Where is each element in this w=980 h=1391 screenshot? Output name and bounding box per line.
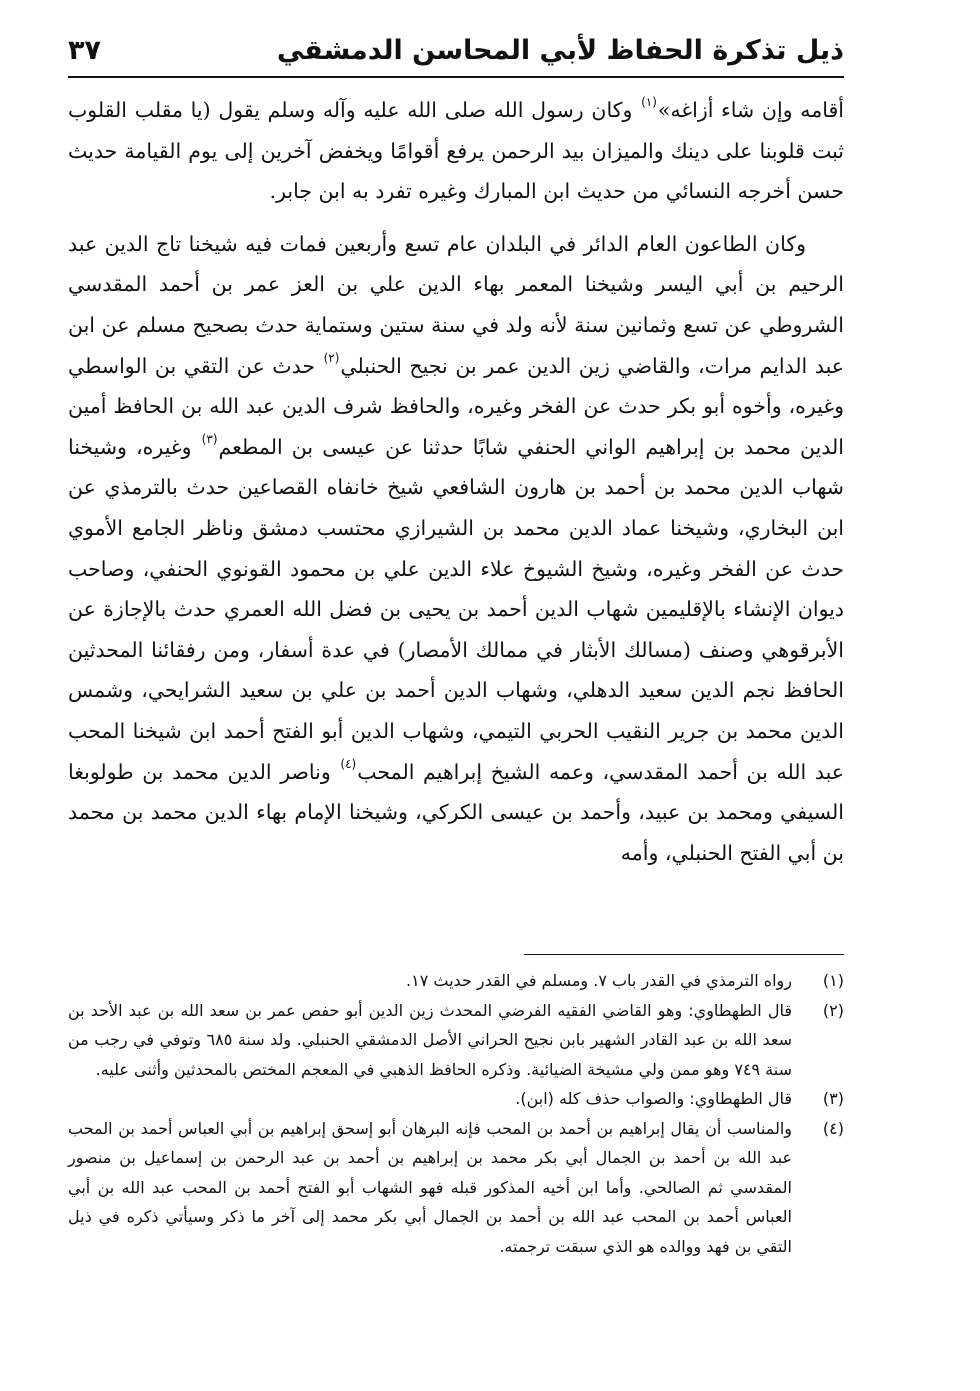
footnote-ref-2: (٢) [323, 350, 340, 365]
footnotes [68, 966, 844, 1261]
paragraph-2-text-c: وغيره، وشيخنا شهاب الدين محمد بن أحمد بن هارون الشافعي شيخ خانفاه القصاعين حدث بالترمذي عن ابن البخاري، وشيخنا عماد الدين محمد بن الشيرازي محتسب دمشق وناظر الجامع الأموي حدث عن الفخر وغيره، وشيخ الشيوخ علاء الدين علي بن محمود القونوي الحنفي، وصاحب ديوان الإنشاء بالإقليمين شهاب الدين أحمد بن يحيى بن فضل الله العمري حدث بالإجازة عن الأبرقوهي وصنف (مسالك الأبثار في ممالك الأمصار) في عدة أسفار، ومن رفقائنا المحدثين الحافظ نجم الدين سعيد الدهلي، وشهاب الدين أحمد بن علي بن سعيد الشرايحي، وشمس الدين محمد بن جرير النقيب الحربي التيمي، وشهاب الدين أبو الفتح أحمد ابن شيخنا المحب عبد الله بن أحمد المقدسي، وعمه الشيخ إبراهيم المحب [68, 434, 845, 784]
paragraph-2-text-a: وكان الطاعون العام الدائر في البلدان عام تسع وأربعين فمات فيه شيخنا تاج الدين عبد الرحيم بن أبي اليسر وشيخنا المعمر بهاء الدين علي بن العز عمر بن أحمد المقدسي الشروطي عن تسع وثمانين سنة لأنه ولد في سنة ستين وستماية حدث بصحيح مسلم عن ابن عبد الدايم مرات، والقاضي زين الدين عمر بن نجيح الحنبلي [68, 231, 844, 378]
footnote-number: (٢) [822, 1000, 844, 1020]
footnote-text: قال الطهطاوي: وهو القاضي الفقيه الفرضي المحدث زين الدين أبو حفص عمر بن سعد الله بن عبد الأحد بن سعد الله بن عبد القادر الشهير بابن نجيح الحراني الأصل الدمشقي الحنبلي. ولد سنة ٦٨٥ وتوفي في رجب من سنة ٧٤٩ وهو ممن ولي مشيخة الضيائية. وذكره الحافظ الذهبي في المعجم المختص بالمحدثين وأثنى عليه. [68, 1000, 792, 1079]
paragraph-2 [68, 224, 844, 874]
paragraph-1 [68, 90, 844, 212]
footnote-1 [68, 966, 844, 996]
footnote-text: رواه الترمذي في القدر باب ٧. ومسلم في القدر حديث ١٧. [406, 971, 792, 990]
running-title: ذيل تذكرة الحفاظ لأبي المحاسن الدمشقي [276, 35, 844, 66]
footnote-number: (٣) [822, 1089, 844, 1108]
footnote-text: والمناسب أن يقال إبراهيم بن أحمد بن المحب فإنه البرهان أبو إسحق إبراهيم بن أبي العباس أحمد بن المحب عبد الله بن أحمد بن الجمال أبي بكر محمد بن إبراهيم بن أحمد بن عبد الرحمن بن إسماعيل بن منصور المقدسي ثم الصالحي. وأما ابن أخيه المذكور قبله فهو الشهاب أبو الفتح أحمد بن المحب عبد الله بن أبي العباس أحمد بن المحب عبد الله بن أحمد بن الجمال أبي بكر محمد إلى آخر ما ذكر وسيأتي ذكره في ذيل التقي بن فهد ووالده هو الذي سبقت ترجمته. [68, 1118, 792, 1256]
paragraph-2-text-d: وناصر الدين محمد بن طولوبغا السيفي ومحمد بن عبيد، وأحمد بن عيسى الكركي، وشيخنا الإمام بهاء الدين محمد بن محمد بن أبي الفتح الحنبلي، وأمه [68, 759, 844, 865]
footnote-text: قال الطهطاوي: والصواب حذف كله (ابن). [515, 1089, 792, 1108]
paragraph-1-text-a: أقامه وإن شاء أزاغه» [657, 98, 844, 122]
paragraph-2-text-b: حدث عن التقي بن الواسطي وغيره، وأخوه أبو بكر حدث عن الفخر وغيره، والحافظ شرف الدين عبد الله بن الحافظ أمين الدين محمد بن إبراهيم الواني الحنفي شابًا حدثنا عن عيسى بن المطعم [68, 353, 844, 459]
footnote-3 [68, 1084, 844, 1114]
footnote-ref-1: (١) [641, 95, 657, 109]
running-header [68, 28, 844, 78]
page-number: ٣٧ [68, 35, 101, 66]
footnote-2 [68, 996, 844, 1085]
main-text [68, 90, 844, 873]
book-page [68, 28, 844, 1368]
paragraph-1-text-b: وكان رسول الله صلى الله عليه وآله وسلم يقول (يا مقلب القلوب ثبت قلوبنا على دينك والميزان بيد الرحمن يرفع أقوامًا ويخفض آخرين إلى يوم القيامة حديث حسن أخرجه النسائي من حديث ابن المبارك وغيره تفرد به ابن جابر. [68, 98, 844, 204]
footnote-separator [524, 954, 844, 955]
footnote-ref-3: (٣) [201, 431, 218, 446]
footnote-4 [68, 1114, 844, 1262]
footnote-ref-4: (٤) [340, 756, 357, 771]
footnote-number: (٤) [822, 1118, 844, 1138]
footnote-number: (١) [822, 971, 844, 990]
